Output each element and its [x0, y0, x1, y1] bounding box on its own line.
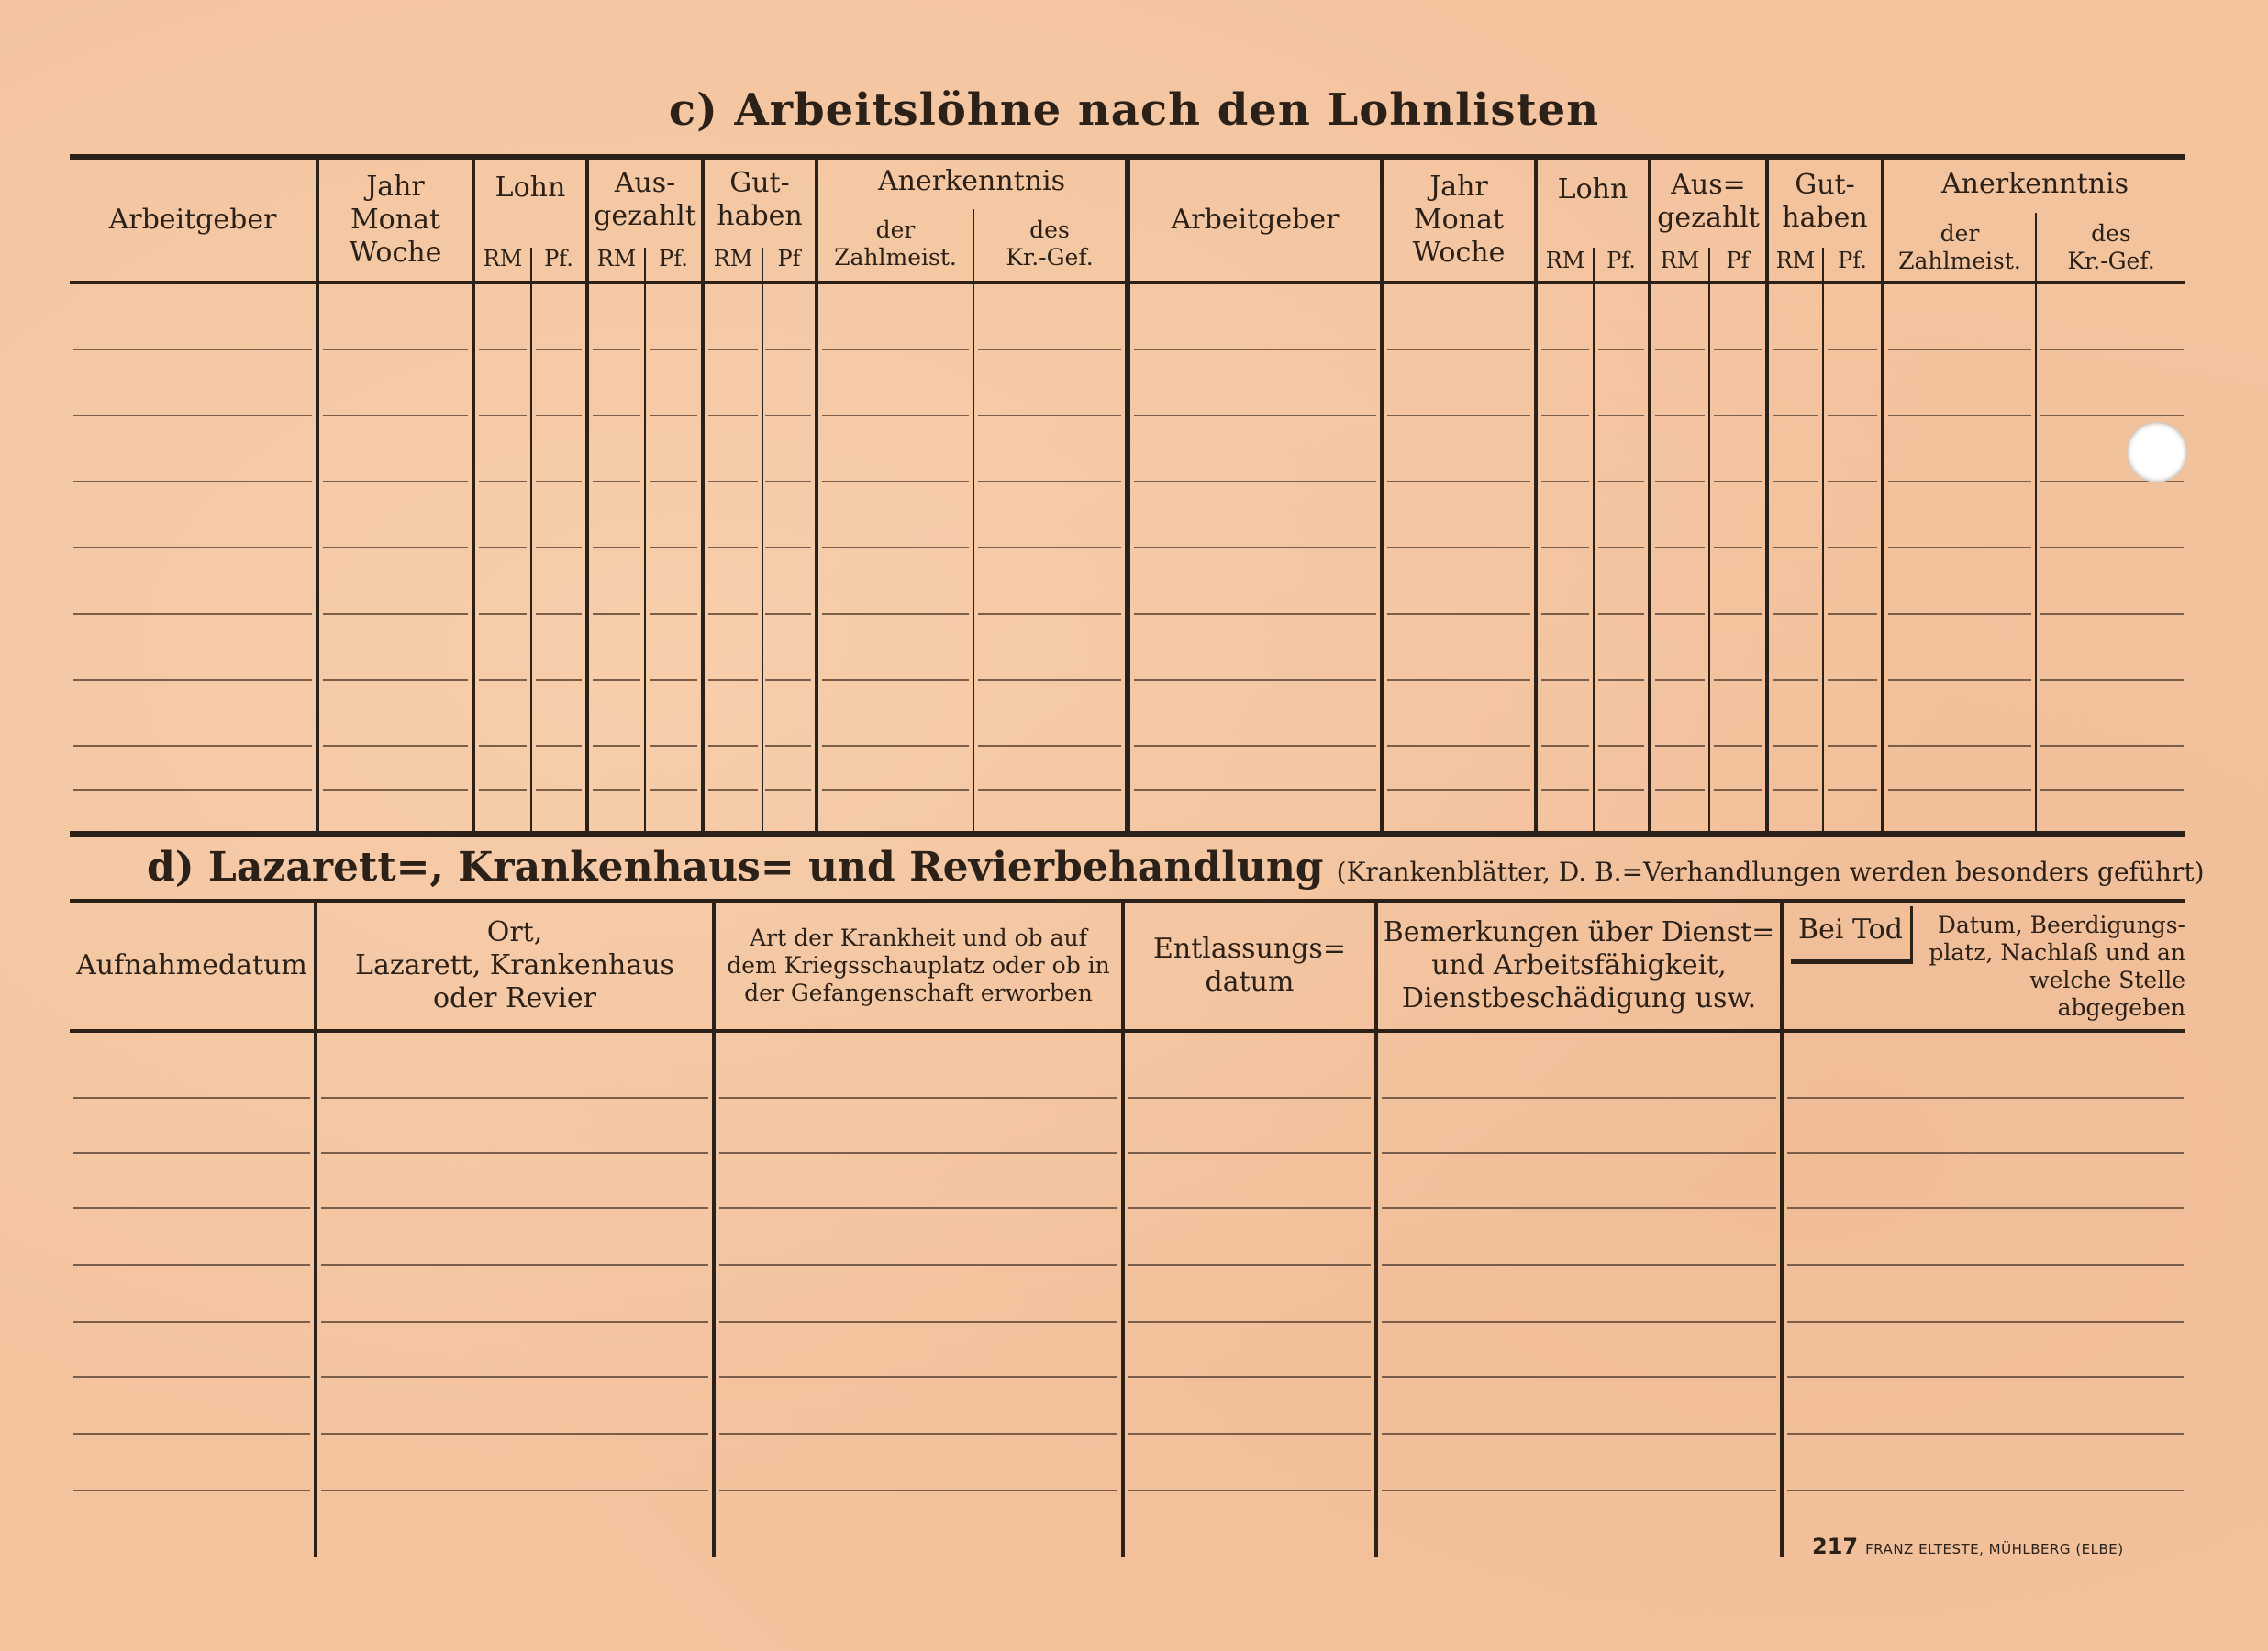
- ruled-line: [1541, 613, 1589, 615]
- ruled-line: [1714, 679, 1762, 681]
- ruled-line: [479, 679, 527, 681]
- ruled-line: [650, 679, 697, 681]
- d-header-art-der-krankheit: Art der Krankheit und ob auf dem Kriegsschauplatz oder ob in der Gefangenschaft erworben: [727, 925, 1110, 1006]
- c-header-ausgezahlt: Aus= gezahlt: [1657, 169, 1760, 234]
- ruled-line: [323, 415, 468, 416]
- ruled-line: [1134, 613, 1376, 615]
- ruled-line: [1382, 1376, 1776, 1378]
- c-sub-rm: RM: [1775, 248, 1816, 273]
- c-col-divider: [1822, 248, 1824, 833]
- ruled-line: [1787, 1207, 2184, 1209]
- ruled-line: [765, 745, 811, 747]
- ruled-line: [1888, 481, 2031, 482]
- ruled-line: [1714, 613, 1762, 615]
- ruled-line: [1598, 745, 1644, 747]
- ruled-line: [479, 481, 527, 482]
- ruled-line: [1387, 415, 1530, 416]
- ruled-line: [719, 1097, 1117, 1099]
- ruled-line: [1541, 745, 1589, 747]
- ruled-line: [73, 613, 312, 615]
- ruled-line: [978, 679, 1121, 681]
- ruled-line: [1787, 1376, 2184, 1378]
- c-sub-rm: RM: [713, 246, 753, 271]
- ruled-line: [1598, 415, 1644, 416]
- ruled-line: [321, 1490, 708, 1491]
- ruled-line: [650, 547, 697, 548]
- ruled-line: [323, 613, 468, 615]
- c-col-divider: [2035, 213, 2037, 833]
- c-sub-rm: RM: [483, 246, 523, 271]
- ruled-line: [536, 349, 582, 350]
- c-header-lohn: Lohn: [495, 172, 566, 204]
- d-header-entlassungsdatum: Entlassungs= datum: [1153, 933, 1346, 998]
- ruled-line: [1387, 789, 1530, 791]
- ruled-line: [1541, 415, 1589, 416]
- c-sub-rm: RM: [596, 246, 637, 271]
- ruled-line: [321, 1264, 708, 1266]
- section-d-title: d) Lazarett=, Krankenhaus= und Revierbehandlung (Krankenblätter, D. B.=Verhandlungen werden besonders geführt): [147, 844, 2205, 891]
- ruled-line: [765, 679, 811, 681]
- ruled-line: [73, 1376, 310, 1378]
- ruled-line: [1655, 613, 1705, 615]
- ruled-line: [978, 789, 1121, 791]
- c-header-der-zahlmeist: der Zahlmeist.: [834, 216, 957, 271]
- ruled-line: [1655, 415, 1705, 416]
- ruled-line: [73, 679, 312, 681]
- c-sub-pf: Pf.: [659, 246, 688, 271]
- ruled-line: [1888, 745, 2031, 747]
- ruled-line: [321, 1207, 708, 1209]
- ruled-line: [1382, 1490, 1776, 1491]
- ruled-line: [593, 789, 640, 791]
- ruled-line: [978, 349, 1121, 350]
- ruled-line: [1773, 481, 1818, 482]
- ruled-line: [73, 415, 312, 416]
- ruled-line: [650, 789, 697, 791]
- ruled-line: [1655, 349, 1705, 350]
- ruled-line: [1134, 349, 1376, 350]
- ruled-line: [1387, 349, 1530, 350]
- ruled-line: [765, 613, 811, 615]
- ruled-line: [1714, 547, 1762, 548]
- ruled-line: [1387, 481, 1530, 482]
- ruled-line: [1787, 1264, 2184, 1266]
- c-sub-pf: Pf.: [544, 246, 573, 271]
- ruled-line: [1787, 1433, 2184, 1435]
- ruled-line: [978, 745, 1121, 747]
- c-header-arbeitgeber: Arbeitgeber: [1171, 204, 1340, 236]
- printer-name: FRANZ ELTESTE, MÜHLBERG (ELBE): [1865, 1541, 2124, 1557]
- ruled-line: [708, 481, 758, 482]
- ruled-line: [1714, 481, 1762, 482]
- ruled-line: [73, 481, 312, 482]
- ruled-line: [719, 1207, 1117, 1209]
- ruled-line: [593, 613, 640, 615]
- ruled-line: [1128, 1207, 1371, 1209]
- ruled-line: [1888, 415, 2031, 416]
- c-header-jahr-monat-woche: Jahr Monat Woche: [349, 171, 442, 269]
- ruled-line: [822, 613, 969, 615]
- ruled-line: [978, 415, 1121, 416]
- ruled-line: [73, 547, 312, 548]
- ruled-line: [1387, 613, 1530, 615]
- ruled-line: [536, 679, 582, 681]
- ruled-line: [1828, 789, 1877, 791]
- ruled-line: [73, 1264, 310, 1266]
- ruled-line: [323, 481, 468, 482]
- ruled-line: [1128, 1376, 1371, 1378]
- ruled-line: [479, 789, 527, 791]
- d-header-bei-tod: Bei Tod: [1798, 914, 1903, 946]
- ruled-line: [2040, 789, 2184, 791]
- c-header-arbeitgeber: Arbeitgeber: [108, 204, 277, 236]
- ruled-line: [708, 547, 758, 548]
- c-header-jahr-monat-woche: Jahr Monat Woche: [1412, 171, 1506, 269]
- ruled-line: [1655, 789, 1705, 791]
- ruled-line: [1787, 1490, 2184, 1491]
- c-header-lohn: Lohn: [1557, 173, 1629, 205]
- ruled-line: [765, 789, 811, 791]
- ruled-line: [1773, 349, 1818, 350]
- c-col-divider: [1593, 248, 1595, 833]
- ruled-line: [978, 613, 1121, 615]
- ruled-line: [1828, 415, 1877, 416]
- ruled-line: [2040, 349, 2184, 350]
- ruled-line: [1134, 745, 1376, 747]
- ruled-line: [1541, 789, 1589, 791]
- ruled-line: [719, 1376, 1117, 1378]
- ruled-line: [323, 789, 468, 791]
- ruled-line: [1714, 789, 1762, 791]
- ruled-line: [765, 547, 811, 548]
- ruled-line: [650, 481, 697, 482]
- ruled-line: [1655, 679, 1705, 681]
- d-header-aufnahmedatum: Aufnahmedatum: [76, 949, 307, 981]
- ruled-line: [73, 349, 312, 350]
- ruled-line: [1773, 613, 1818, 615]
- c-header-anerkenntnis: Anerkenntnis: [877, 165, 1066, 197]
- ruled-line: [1655, 547, 1705, 548]
- ruled-line: [1828, 481, 1877, 482]
- ruled-line: [1828, 547, 1877, 548]
- ruled-line: [1382, 1152, 1776, 1154]
- ruled-line: [1134, 415, 1376, 416]
- ruled-line: [822, 745, 969, 747]
- ruled-line: [73, 789, 312, 791]
- c-col-divider: [973, 209, 974, 833]
- d-header-bemerkungen: Bemerkungen über Dienst= und Arbeitsfähigkeit, Dienstbeschädigung usw.: [1383, 916, 1775, 1014]
- ruled-line: [479, 745, 527, 747]
- c-col-divider: [1708, 248, 1710, 833]
- ruled-line: [978, 547, 1121, 548]
- ruled-line: [321, 1433, 708, 1435]
- ruled-line: [1382, 1207, 1776, 1209]
- ruled-line: [321, 1097, 708, 1099]
- ruled-line: [822, 349, 969, 350]
- c-header-anerkenntnis: Anerkenntnis: [1940, 168, 2129, 200]
- ruled-line: [719, 1433, 1117, 1435]
- ruled-line: [321, 1376, 708, 1378]
- ruled-line: [1598, 349, 1644, 350]
- d-header-ort: Ort, Lazarett, Krankenhaus oder Revier: [355, 916, 674, 1014]
- ruled-line: [1128, 1490, 1371, 1491]
- ruled-line: [2040, 415, 2184, 416]
- c-header-des-krgef: des Kr.-Gef.: [2067, 220, 2155, 274]
- ruled-line: [1655, 481, 1705, 482]
- ruled-line: [708, 789, 758, 791]
- ruled-line: [2040, 745, 2184, 747]
- ruled-line: [1128, 1264, 1371, 1266]
- ruled-line: [73, 745, 312, 747]
- form-number: 217: [1812, 1534, 1859, 1559]
- c-sub-rm: RM: [1660, 248, 1700, 273]
- ruled-line: [822, 415, 969, 416]
- ruled-line: [1128, 1152, 1371, 1154]
- ruled-line: [1828, 613, 1877, 615]
- ruled-line: [1598, 613, 1644, 615]
- ruled-line: [1773, 679, 1818, 681]
- printer-imprint: [1812, 1534, 2124, 1559]
- section-d-header-rule: [70, 1029, 2185, 1033]
- ruled-line: [1598, 481, 1644, 482]
- ruled-line: [323, 547, 468, 548]
- ruled-line: [73, 1490, 310, 1491]
- ruled-line: [73, 1152, 310, 1154]
- ruled-line: [1828, 679, 1877, 681]
- section-d-note: (Krankenblätter, D. B.=Verhandlungen werden besonders geführt): [1336, 857, 2205, 887]
- ruled-line: [1888, 789, 2031, 791]
- c-header-guthaben: Gut- haben: [717, 167, 803, 232]
- ruled-line: [1541, 547, 1589, 548]
- ruled-line: [708, 745, 758, 747]
- ruled-line: [1128, 1321, 1371, 1323]
- ruled-line: [650, 745, 697, 747]
- ruled-line: [708, 613, 758, 615]
- ruled-line: [822, 679, 969, 681]
- ruled-line: [593, 415, 640, 416]
- ruled-line: [650, 613, 697, 615]
- ruled-line: [73, 1321, 310, 1323]
- ruled-line: [1134, 481, 1376, 482]
- ruled-line: [321, 1321, 708, 1323]
- ruled-line: [479, 547, 527, 548]
- ruled-line: [2040, 547, 2184, 548]
- c-header-der-zahlmeist: der Zahlmeist.: [1898, 220, 2021, 274]
- ruled-line: [1541, 679, 1589, 681]
- ruled-line: [1382, 1264, 1776, 1266]
- c-col-divider: [644, 248, 646, 833]
- ruled-line: [1828, 745, 1877, 747]
- ruled-line: [73, 1433, 310, 1435]
- ruled-line: [1773, 789, 1818, 791]
- d-header-datum-beerdigung: Datum, Beerdigungs- platz, Nachlaß und an welche Stelle abgegeben: [1929, 912, 2185, 1021]
- ruled-line: [822, 481, 969, 482]
- ruled-line: [479, 349, 527, 350]
- ruled-line: [650, 349, 697, 350]
- ruled-line: [1134, 679, 1376, 681]
- ruled-line: [1828, 349, 1877, 350]
- ruled-line: [719, 1264, 1117, 1266]
- ruled-line: [593, 679, 640, 681]
- ruled-line: [1787, 1097, 2184, 1099]
- ruled-line: [1541, 481, 1589, 482]
- ruled-line: [536, 745, 582, 747]
- ruled-line: [1387, 679, 1530, 681]
- ruled-line: [479, 415, 527, 416]
- ruled-line: [2040, 679, 2184, 681]
- ruled-line: [1888, 613, 2031, 615]
- ruled-line: [1714, 745, 1762, 747]
- c-sub-rm: RM: [1545, 248, 1585, 273]
- ruled-line: [536, 547, 582, 548]
- ruled-line: [1888, 349, 2031, 350]
- ruled-line: [536, 613, 582, 615]
- ruled-line: [321, 1152, 708, 1154]
- ruled-line: [1387, 547, 1530, 548]
- ruled-line: [1387, 745, 1530, 747]
- ruled-line: [765, 349, 811, 350]
- ruled-line: [1655, 745, 1705, 747]
- punch-hole: [2127, 422, 2187, 482]
- ruled-line: [1888, 679, 2031, 681]
- ruled-line: [73, 1097, 310, 1099]
- ruled-line: [765, 481, 811, 482]
- ruled-line: [536, 789, 582, 791]
- ruled-line: [1382, 1321, 1776, 1323]
- ruled-line: [73, 1207, 310, 1209]
- ruled-line: [1714, 349, 1762, 350]
- section-c-title: c) Arbeitslöhne nach den Lohnlisten: [668, 84, 1600, 136]
- c-sub-pf: Pf: [1726, 248, 1750, 273]
- c-col-divider: [762, 248, 763, 833]
- c-sub-pf: Pf.: [1606, 248, 1636, 273]
- ruled-line: [1382, 1097, 1776, 1099]
- ruled-line: [1134, 547, 1376, 548]
- ruled-line: [593, 481, 640, 482]
- c-header-des-krgef: des Kr.-Gef.: [1006, 216, 1094, 271]
- ruled-line: [323, 745, 468, 747]
- ruled-line: [2040, 613, 2184, 615]
- ruled-line: [593, 547, 640, 548]
- ruled-line: [1382, 1433, 1776, 1435]
- ruled-line: [1128, 1433, 1371, 1435]
- ruled-line: [593, 349, 640, 350]
- d-col-divider: [1780, 901, 1784, 1557]
- ruled-line: [708, 679, 758, 681]
- ruled-line: [719, 1490, 1117, 1491]
- ruled-line: [822, 789, 969, 791]
- c-header-guthaben: Gut- haben: [1782, 169, 1868, 234]
- ruled-line: [536, 415, 582, 416]
- ruled-line: [1787, 1152, 2184, 1154]
- ruled-line: [1787, 1321, 2184, 1323]
- ruled-line: [1714, 415, 1762, 416]
- ruled-line: [765, 415, 811, 416]
- ruled-line: [1773, 547, 1818, 548]
- c-header-ausgezahlt: Aus- gezahlt: [594, 167, 696, 232]
- ruled-line: [978, 481, 1121, 482]
- ruled-line: [1598, 789, 1644, 791]
- ruled-line: [708, 349, 758, 350]
- c-sub-pf: Pf: [777, 246, 801, 271]
- c-col-divider: [530, 248, 532, 833]
- c-sub-pf: Pf.: [1838, 248, 1867, 273]
- ruled-line: [1888, 547, 2031, 548]
- ruled-line: [1598, 547, 1644, 548]
- ruled-line: [708, 415, 758, 416]
- ruled-line: [323, 679, 468, 681]
- ruled-line: [822, 547, 969, 548]
- ruled-line: [1773, 415, 1818, 416]
- ruled-line: [719, 1152, 1117, 1154]
- ruled-line: [593, 745, 640, 747]
- ruled-line: [1541, 349, 1589, 350]
- ruled-line: [1598, 679, 1644, 681]
- ruled-line: [650, 415, 697, 416]
- ruled-line: [323, 349, 468, 350]
- ruled-line: [1134, 789, 1376, 791]
- ruled-line: [1128, 1097, 1371, 1099]
- ruled-line: [719, 1321, 1117, 1323]
- ruled-line: [536, 481, 582, 482]
- ruled-line: [1773, 745, 1818, 747]
- ruled-line: [479, 613, 527, 615]
